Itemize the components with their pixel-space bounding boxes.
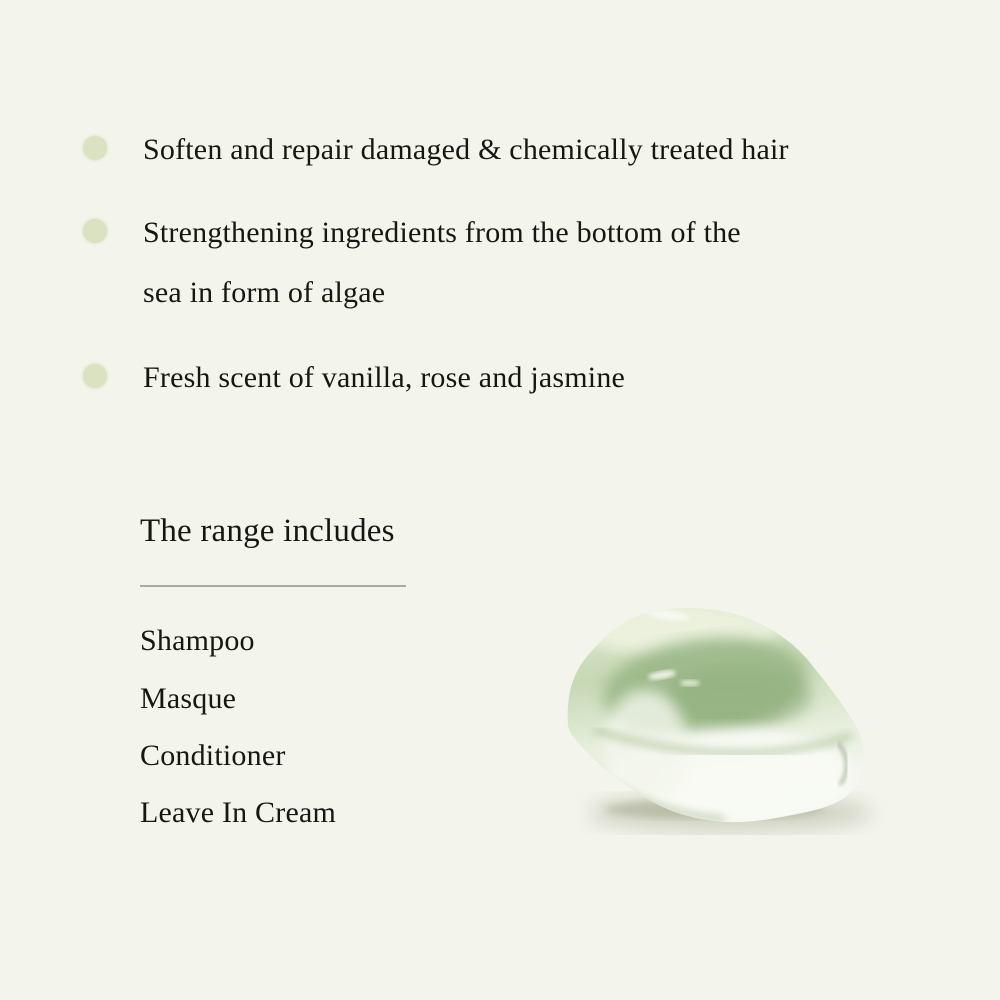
bullet-item [83,120,863,180]
range-heading: The range includes [140,513,395,549]
bullet-line: Soften and repair damaged & chemically treated hair [143,133,789,166]
bullet-dot-icon [83,219,107,243]
bullet-dot-icon [83,364,107,388]
bullet-item [83,348,863,408]
range-item-leave-in-cream: Leave In Cream [140,796,337,829]
cream-swatch-image [550,575,890,845]
range-item-shampoo: Shampoo [140,624,255,657]
bullet-line: sea in form of algae [143,276,386,309]
range-item-conditioner: Conditioner [140,739,286,772]
bullet-item [83,203,863,323]
bullet-line: Strengthening ingredients from the bottom of the [143,216,741,249]
divider-line [140,585,406,587]
bullet-dot-icon [83,136,107,160]
bullet-text [143,203,863,323]
bullet-line: Fresh scent of vanilla, rose and jasmine [143,361,626,394]
bullet-text [143,120,863,180]
range-item-masque: Masque [140,682,237,715]
bullet-text [143,348,863,408]
